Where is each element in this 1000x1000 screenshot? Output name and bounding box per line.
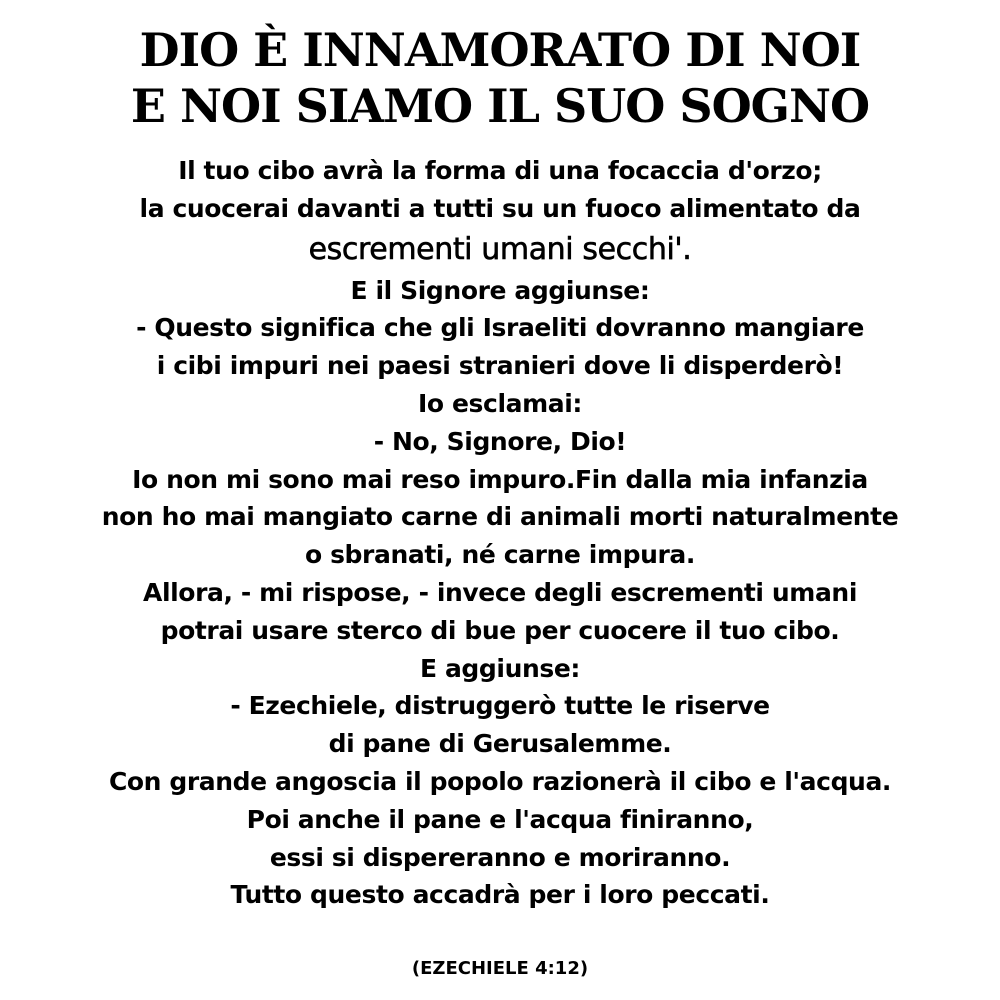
passage-line: E il Signore aggiunse: bbox=[350, 275, 650, 305]
passage-line: Tutto questo accadrà per i loro peccati. bbox=[230, 880, 770, 910]
passage-line: Allora, - mi rispose, - invece degli escrementi umani bbox=[143, 577, 857, 607]
passage-line: Io esclamai: bbox=[418, 388, 582, 418]
passage-line: di pane di Gerusalemme. bbox=[328, 729, 672, 759]
scripture-passage bbox=[0, 152, 1000, 914]
passage-line: la cuocerai davanti a tutti su un fuoco alimentato da bbox=[139, 193, 861, 223]
passage-line: - No, Signore, Dio! bbox=[373, 426, 627, 456]
passage-line: potrai usare sterco di bue per cuocere il tuo cibo. bbox=[160, 615, 840, 645]
passage-line: Poi anche il pane e l'acqua finiranno, bbox=[246, 804, 754, 834]
passage-line: Con grande angoscia il popolo razionerà il cibo e l'acqua. bbox=[108, 766, 892, 796]
passage-line: - Questo significa che gli Israeliti dovranno mangiare bbox=[136, 313, 864, 343]
passage-line: essi si dispereranno e moriranno. bbox=[269, 842, 731, 872]
passage-line: - Ezechiele, distruggerò tutte le riserve bbox=[230, 691, 770, 721]
passage-line-emphasis: escrementi umani secchi'. bbox=[308, 231, 692, 267]
passage-line: Il tuo cibo avrà la forma di una focaccia d'orzo; bbox=[178, 156, 822, 185]
title-line-2: E NOI SIAMO IL SUO SOGNO bbox=[130, 79, 870, 133]
title-line-1: DIO È INNAMORATO DI NOI bbox=[139, 23, 861, 77]
passage-line: non ho mai mangiato carne di animali morti naturalmente bbox=[101, 502, 899, 532]
passage-line: i cibi impuri nei paesi stranieri dove li disperderò! bbox=[156, 351, 844, 381]
passage-line: Io non mi sono mai reso impuro.Fin dalla mia infanzia bbox=[132, 464, 868, 494]
scripture-reference: (EZECHIELE 4:12) bbox=[411, 958, 589, 979]
passage-line: E aggiunse: bbox=[419, 653, 581, 683]
passage-line: o sbranati, né carne impura. bbox=[305, 540, 695, 570]
